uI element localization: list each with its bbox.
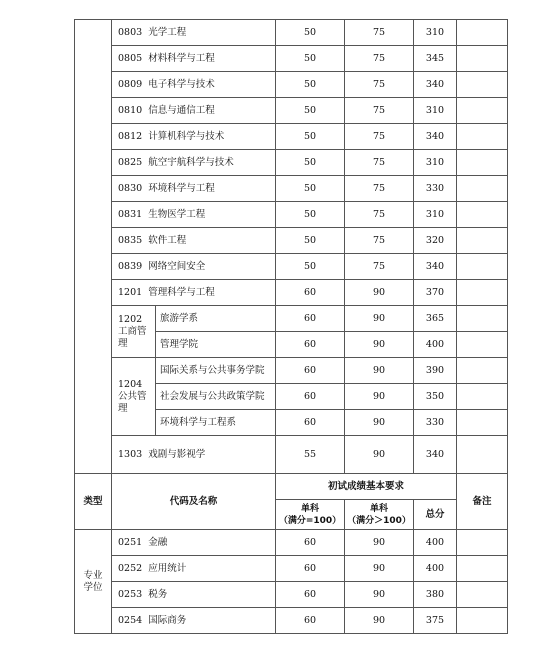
single-score-100: 50 [276,150,345,176]
table-row [75,46,508,72]
single-score-over-100: 90 [345,332,414,358]
group-name: 公共管理 [118,390,147,414]
total-score: 345 [414,46,457,72]
total-score: 310 [414,98,457,124]
header-single-100 [276,500,345,530]
single-score-over-100: 90 [345,556,414,582]
single-score-100: 60 [276,358,345,384]
total-score: 350 [414,384,457,410]
discipline-code: 0251 [118,536,143,548]
single-score-100: 50 [276,72,345,98]
remarks-cell [457,98,508,124]
table-row [75,228,508,254]
single-score-over-100: 75 [345,46,414,72]
remarks-cell [457,254,508,280]
single-score-100: 60 [276,530,345,556]
remarks-cell [457,46,508,72]
table-row [75,20,508,46]
discipline-name: 电子科学与技术 [148,78,215,90]
single-score-over-100: 75 [345,98,414,124]
single-score-over-100: 90 [345,410,414,436]
header-type: 类型 [75,474,112,530]
professional-type: 专业学位 [83,569,103,593]
sub-unit-name: 国际关系与公共事务学院 [156,358,276,384]
single-score-over-100: 75 [345,72,414,98]
total-score: 330 [414,176,457,202]
total-score: 400 [414,556,457,582]
single-score-100: 60 [276,280,345,306]
total-score: 340 [414,436,457,474]
remarks-cell [457,72,508,98]
sub-unit-name: 社会发展与公共政策学院 [156,384,276,410]
discipline-name: 金融 [148,536,168,548]
header-remarks: 备注 [457,474,508,530]
discipline-code: 0825 [118,156,143,168]
single-score-over-100: 90 [345,530,414,556]
sub-unit-name: 管理学院 [156,332,276,358]
single-score-100: 60 [276,332,345,358]
header-single-note: （满分=100） [278,515,342,526]
discipline-code: 0810 [118,104,143,116]
single-score-100: 60 [276,556,345,582]
discipline-code: 0835 [118,234,143,246]
code-name-cell [112,46,276,72]
table-row [75,582,508,608]
total-score: 380 [414,582,457,608]
discipline-code: 0254 [118,614,143,626]
discipline-code: 0812 [118,130,143,142]
single-score-100: 60 [276,410,345,436]
score-table [74,19,508,634]
discipline-name: 计算机科学与技术 [148,130,225,142]
total-score: 365 [414,306,457,332]
discipline-code: 1201 [118,286,143,298]
code-name-cell [112,530,276,556]
discipline-name: 管理科学与工程 [148,286,215,298]
table-row [75,556,508,582]
total-score: 310 [414,150,457,176]
total-score: 310 [414,20,457,46]
group-code-cell [112,306,156,358]
total-score: 340 [414,124,457,150]
code-name-cell [112,254,276,280]
discipline-code: 1303 [118,448,143,460]
total-score: 370 [414,280,457,306]
group-code-cell [112,358,156,436]
professional-type-cell [75,530,112,634]
single-score-100: 60 [276,306,345,332]
group-code: 1204 [118,378,143,390]
group-name: 工商管理 [118,325,147,349]
single-score-100: 50 [276,46,345,72]
discipline-name: 软件工程 [148,234,187,246]
table-row [75,98,508,124]
single-score-over-100: 90 [345,436,414,474]
table-row [75,474,508,500]
remarks-cell [457,176,508,202]
single-score-100: 50 [276,124,345,150]
single-score-100: 60 [276,582,345,608]
remarks-cell [457,436,508,474]
code-name-cell [112,98,276,124]
remarks-cell [457,582,508,608]
total-score: 320 [414,228,457,254]
single-score-over-100: 75 [345,176,414,202]
total-score: 340 [414,254,457,280]
single-score-over-100: 75 [345,228,414,254]
single-score-over-100: 75 [345,254,414,280]
table-row [75,530,508,556]
code-name-cell [112,124,276,150]
total-score: 310 [414,202,457,228]
header-single-label: 单科 [369,503,388,514]
total-score: 375 [414,608,457,634]
discipline-code: 0252 [118,562,143,574]
remarks-cell [457,202,508,228]
discipline-code: 0803 [118,26,143,38]
remarks-cell [457,332,508,358]
total-score: 390 [414,358,457,384]
remarks-cell [457,306,508,332]
single-score-over-100: 90 [345,582,414,608]
code-name-cell [112,608,276,634]
table-row [75,72,508,98]
discipline-name: 信息与通信工程 [148,104,215,116]
remarks-cell [457,124,508,150]
header-single-over-100 [345,500,414,530]
discipline-name: 戏剧与影视学 [148,448,206,460]
table-row [75,608,508,634]
discipline-name: 光学工程 [148,26,187,38]
category-cell [75,20,112,474]
discipline-code: 0809 [118,78,143,90]
single-score-100: 60 [276,608,345,634]
header-single-note: （满分＞100） [347,515,411,526]
table-row [75,306,508,332]
discipline-name: 国际商务 [148,614,187,626]
single-score-100: 50 [276,202,345,228]
single-score-over-100: 90 [345,608,414,634]
table-row [75,436,508,474]
single-score-over-100: 90 [345,306,414,332]
single-score-100: 50 [276,176,345,202]
single-score-over-100: 75 [345,20,414,46]
code-name-cell [112,280,276,306]
discipline-name: 网络空间安全 [148,260,206,272]
header-total: 总分 [414,500,457,530]
single-score-over-100: 75 [345,202,414,228]
discipline-name: 税务 [148,588,168,600]
single-score-100: 50 [276,254,345,280]
header-requirements: 初试成绩基本要求 [276,474,457,500]
remarks-cell [457,280,508,306]
discipline-name: 应用统计 [148,562,187,574]
sub-unit-name: 旅游学系 [156,306,276,332]
code-name-cell [112,72,276,98]
header-single-label: 单科 [300,503,319,514]
code-name-cell [112,20,276,46]
remarks-cell [457,410,508,436]
single-score-over-100: 90 [345,384,414,410]
table-row [75,176,508,202]
table-row [75,124,508,150]
total-score: 400 [414,530,457,556]
remarks-cell [457,358,508,384]
discipline-name: 航空宇航科学与技术 [148,156,234,168]
header-code-name: 代码及名称 [112,474,276,530]
total-score: 400 [414,332,457,358]
sub-unit-name: 环境科学与工程系 [156,410,276,436]
table-row [75,358,508,384]
remarks-cell [457,608,508,634]
total-score: 340 [414,72,457,98]
single-score-100: 50 [276,20,345,46]
remarks-cell [457,556,508,582]
remarks-cell [457,228,508,254]
discipline-code: 0839 [118,260,143,272]
total-score: 330 [414,410,457,436]
single-score-over-100: 75 [345,150,414,176]
code-name-cell [112,556,276,582]
single-score-100: 50 [276,228,345,254]
table-row [75,150,508,176]
code-name-cell [112,150,276,176]
discipline-name: 环境科学与工程 [148,182,215,194]
discipline-code: 0253 [118,588,143,600]
remarks-cell [457,530,508,556]
table-row [75,280,508,306]
code-name-cell [112,436,276,474]
code-name-cell [112,176,276,202]
single-score-100: 60 [276,384,345,410]
single-score-100: 50 [276,98,345,124]
table-row [75,202,508,228]
single-score-over-100: 90 [345,280,414,306]
code-name-cell [112,202,276,228]
discipline-name: 生物医学工程 [148,208,206,220]
table-row [75,254,508,280]
code-name-cell [112,582,276,608]
single-score-100: 55 [276,436,345,474]
remarks-cell [457,384,508,410]
remarks-cell [457,150,508,176]
group-code: 1202 [118,313,143,325]
discipline-code: 0831 [118,208,143,220]
discipline-name: 材料科学与工程 [148,52,215,64]
remarks-cell [457,20,508,46]
discipline-code: 0805 [118,52,143,64]
single-score-over-100: 75 [345,124,414,150]
single-score-over-100: 90 [345,358,414,384]
code-name-cell [112,228,276,254]
discipline-code: 0830 [118,182,143,194]
